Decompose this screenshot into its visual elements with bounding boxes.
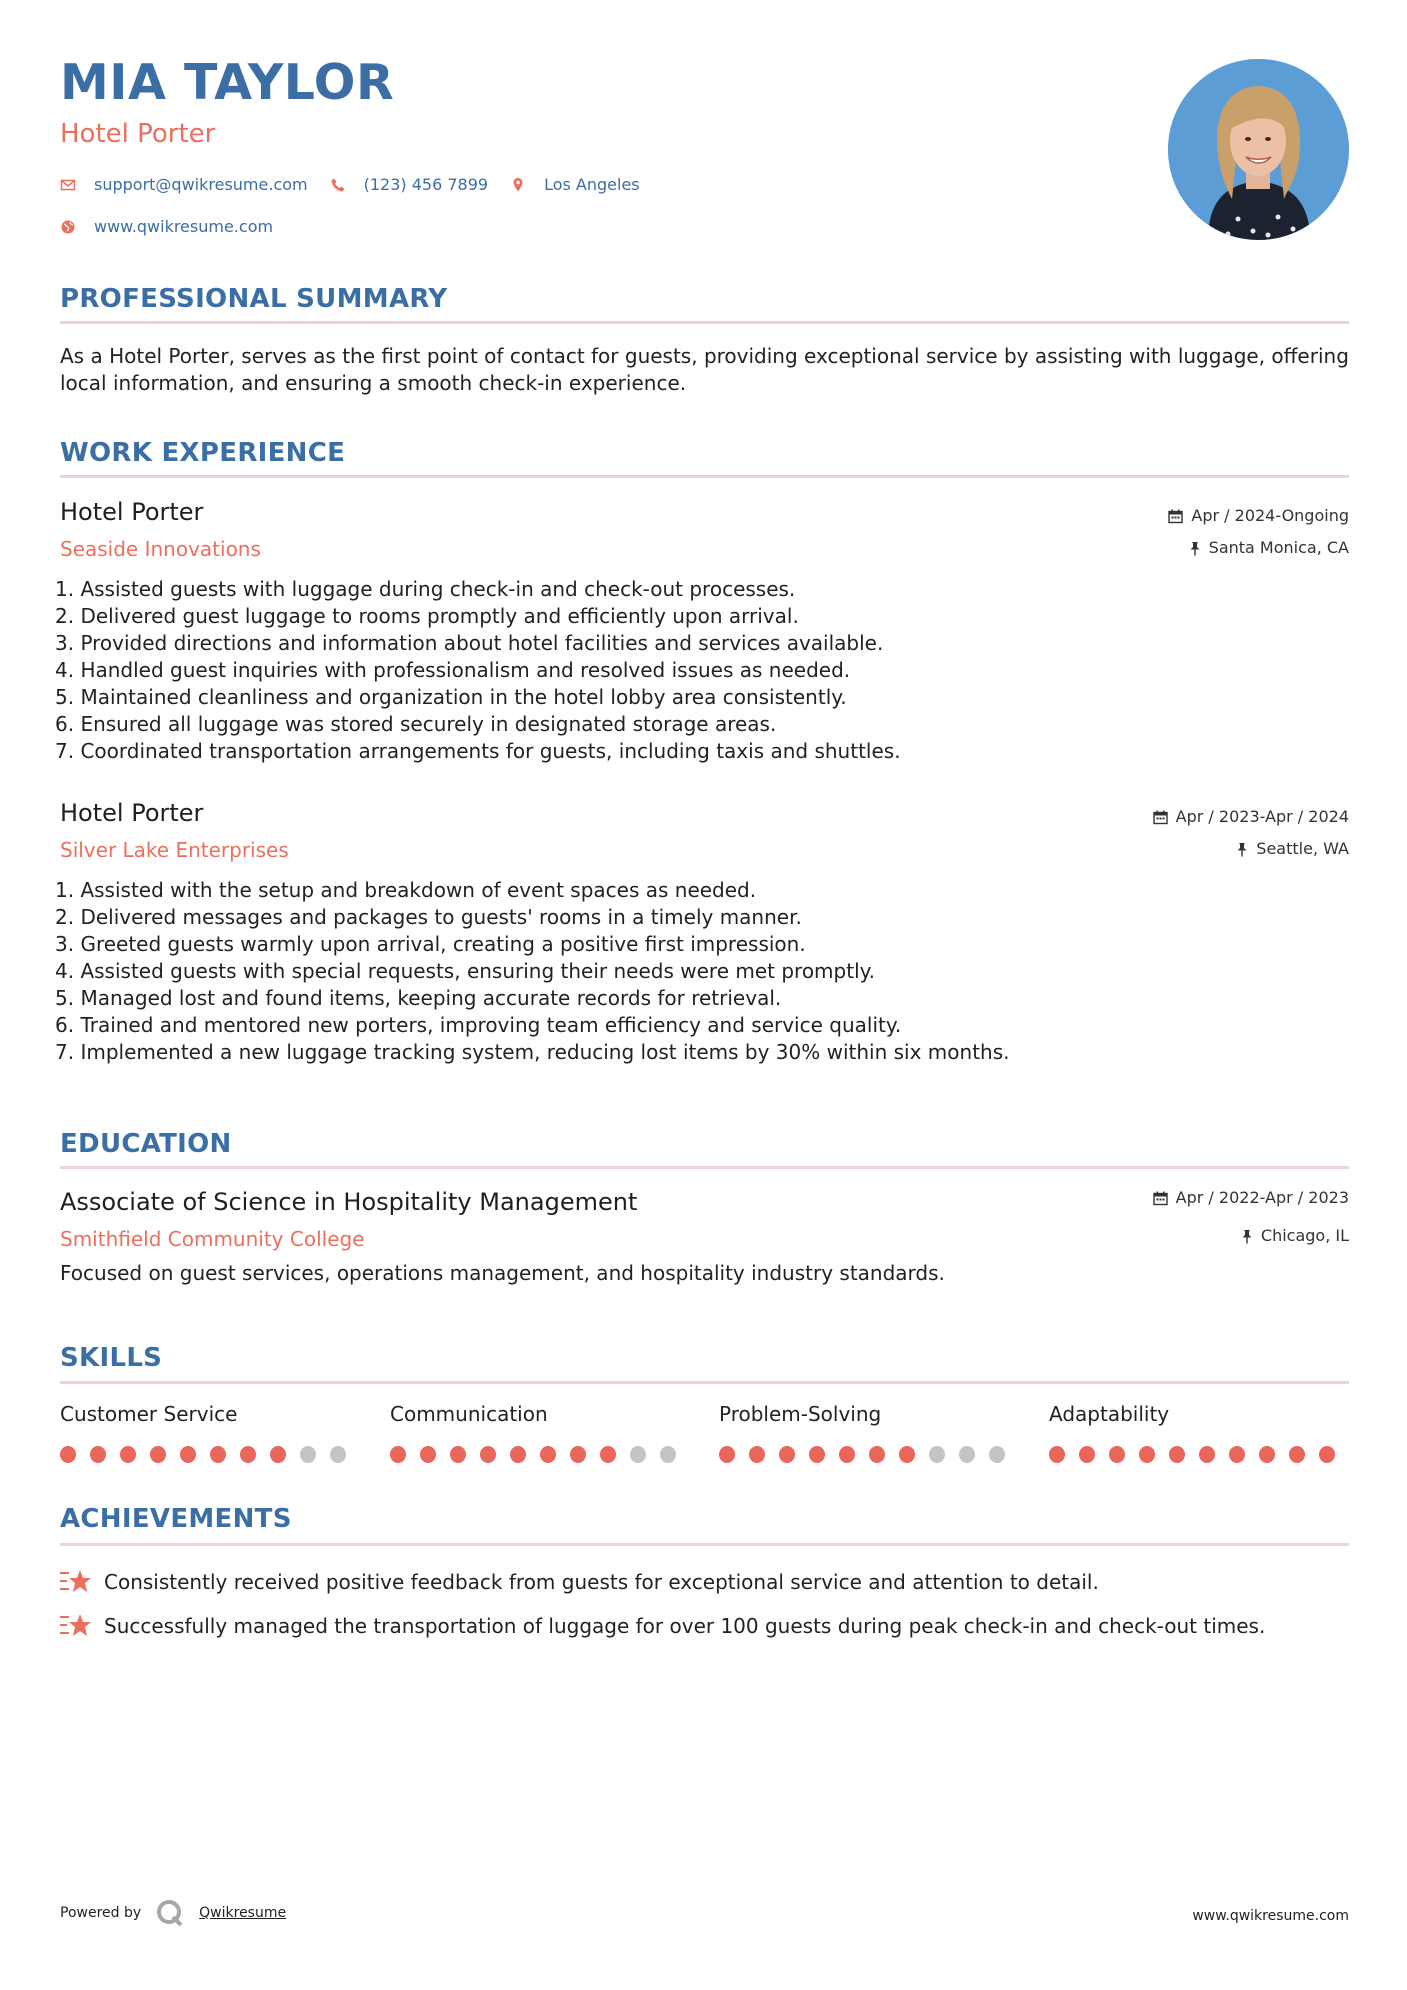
contact-row-2 [60,217,295,236]
calendar-icon [1153,810,1168,825]
website-link[interactable]: www.qwikresume.com [94,217,274,236]
job-company: Seaside Innovations [60,537,261,561]
rating-dot-empty [660,1446,676,1463]
rating-dot-filled [240,1446,256,1463]
envelope-icon [60,177,76,193]
portrait-illustration [1168,59,1349,240]
school-name: Smithfield Community College [60,1227,365,1251]
education-divider [60,1166,1349,1169]
skill-problem-solving [719,1404,1019,1463]
job-company: Silver Lake Enterprises [60,838,289,862]
achievements-heading: ACHIEVEMENTS [60,1504,292,1534]
education-location [1241,1228,1349,1244]
skill-customer-service [60,1404,360,1463]
skill-label: Customer Service [60,1402,238,1426]
skill-label: Adaptability [1049,1402,1170,1426]
list-item: 6. Ensured all luggage was stored securely in designated storage areas. [55,712,777,736]
list-item: 1. Assisted with the setup and breakdown of event spaces as needed. [55,878,757,902]
rating-dot-filled [600,1446,616,1463]
list-item: 7. Coordinated transportation arrangements for guests, including taxis and shuttles. [55,739,901,763]
rating-dot-filled [1289,1446,1305,1463]
calendar-icon [1153,1191,1168,1206]
job-title: Hotel Porter [60,799,204,827]
pushpin-icon [1241,1229,1253,1244]
achievement-text: Successfully managed the transportation of luggage for over 100 guests during peak check-in and check-out times. [104,1614,1266,1638]
job-location-text: Seattle, WA [1256,839,1349,858]
education-location-text: Chicago, IL [1260,1226,1349,1245]
achievements-divider [60,1543,1349,1546]
calendar-icon [1168,509,1183,524]
list-item: 5. Maintained cleanliness and organization in the hotel lobby area consistently. [55,685,847,709]
location-text: Los Angeles [544,175,640,194]
rating-dot-empty [989,1446,1005,1463]
rating-dot-filled [749,1446,765,1463]
footer-url[interactable]: www.qwikresume.com [1192,1908,1349,1924]
job-dates-text: Apr / 2023-Apr / 2024 [1175,807,1349,826]
summary-divider [60,321,1349,324]
achievement-item [60,1567,1099,1597]
job-title: Hotel Porter [60,498,204,526]
rating-dot-filled [1049,1446,1065,1463]
list-item: 2. Delivered guest luggage to rooms promptly and efficiently upon arrival. [55,604,799,628]
skill-rating [719,1446,1019,1463]
candidate-title: Hotel Porter [60,119,216,149]
rating-dot-filled [60,1446,76,1463]
experience-divider [60,475,1349,478]
rating-dot-filled [719,1446,735,1463]
contact-row-1 [60,175,662,194]
skill-rating [1049,1446,1349,1463]
contact-phone [330,175,488,194]
rating-dot-empty [929,1446,945,1463]
skills-divider [60,1381,1349,1384]
rating-dot-filled [899,1446,915,1463]
phone-icon [330,177,346,193]
footer-powered-by [60,1898,286,1928]
job-bullets [55,877,1345,1066]
job-location-text: Santa Monica, CA [1208,538,1349,557]
job-location [1236,841,1349,857]
list-item: 3. Provided directions and information about hotel facilities and services available. [55,631,884,655]
contact-website[interactable] [60,217,273,236]
skills-heading: SKILLS [60,1343,163,1373]
qwikresume-logo-icon [155,1898,185,1928]
list-item: 4. Handled guest inquiries with professionalism and resolved issues as needed. [55,658,851,682]
rating-dot-filled [1079,1446,1095,1463]
education-dates [1153,1190,1349,1206]
rating-dot-filled [540,1446,556,1463]
rating-dot-filled [90,1446,106,1463]
list-item: 5. Managed lost and found items, keeping accurate records for retrieval. [55,986,782,1010]
pushpin-icon [1236,842,1248,857]
shooting-star-icon [60,1611,92,1641]
rating-dot-filled [180,1446,196,1463]
list-item: 1. Assisted guests with luggage during check-in and check-out processes. [55,577,796,601]
list-item: 7. Implemented a new luggage tracking system, reducing lost items by 30% within six months. [55,1040,1010,1064]
map-pin-icon [510,177,526,193]
rating-dot-empty [959,1446,975,1463]
summary-text: As a Hotel Porter, serves as the first point of contact for guests, providing exceptional service by assisting with luggage, offering local information, and ensuring a smooth check-in experience. [60,344,1349,395]
rating-dot-filled [1229,1446,1245,1463]
rating-dot-filled [839,1446,855,1463]
powered-by-label: Powered by [60,1905,142,1921]
rating-dot-filled [1139,1446,1155,1463]
skill-rating [60,1446,360,1463]
rating-dot-filled [270,1446,286,1463]
pushpin-icon [1189,541,1201,556]
list-item: 2. Delivered messages and packages to guests' rooms in a timely manner. [55,905,802,929]
skill-communication [390,1404,690,1463]
rating-dot-filled [1109,1446,1125,1463]
summary-heading: PROFESSIONAL SUMMARY [60,284,448,314]
rating-dot-filled [150,1446,166,1463]
rating-dot-filled [570,1446,586,1463]
job-dates [1153,809,1349,825]
skill-rating [390,1446,690,1463]
candidate-name: MIA TAYLOR [60,54,395,111]
achievement-text: Consistently received positive feedback from guests for exceptional service and attention to detail. [104,1570,1099,1594]
job-dates [1168,508,1349,524]
rating-dot-filled [120,1446,136,1463]
rating-dot-filled [210,1446,226,1463]
list-item: 6. Trained and mentored new porters, improving team efficiency and service quality. [55,1013,902,1037]
rating-dot-filled [1199,1446,1215,1463]
job-bullets [55,576,1345,765]
job-location [1189,540,1349,556]
qwikresume-link[interactable]: Qwikresume [199,1905,287,1921]
degree-title: Associate of Science in Hospitality Management [60,1188,638,1216]
rating-dot-filled [510,1446,526,1463]
achievement-item [60,1611,1265,1641]
rating-dot-filled [809,1446,825,1463]
experience-heading: WORK EXPERIENCE [60,438,346,468]
job-dates-text: Apr / 2024-Ongoing [1191,506,1349,525]
rating-dot-filled [450,1446,466,1463]
rating-dot-filled [1259,1446,1275,1463]
skill-adaptability [1049,1404,1349,1463]
rating-dot-filled [1319,1446,1335,1463]
rating-dot-empty [630,1446,646,1463]
rating-dot-filled [779,1446,795,1463]
profile-photo [1168,59,1349,240]
rating-dot-empty [300,1446,316,1463]
skill-label: Problem-Solving [719,1402,882,1426]
rating-dot-filled [390,1446,406,1463]
globe-icon [60,219,76,235]
contact-location [510,175,640,194]
rating-dot-filled [1169,1446,1185,1463]
rating-dot-empty [330,1446,346,1463]
rating-dot-filled [869,1446,885,1463]
education-description: Focused on guest services, operations management, and hospitality industry standards. [60,1261,945,1285]
contact-email[interactable] [60,175,308,194]
phone-text: (123) 456 7899 [363,175,489,194]
skill-label: Communication [390,1402,548,1426]
list-item: 4. Assisted guests with special requests, ensuring their needs were met promptly. [55,959,875,983]
email-link[interactable]: support@qwikresume.com [94,175,308,194]
list-item: 3. Greeted guests warmly upon arrival, creating a positive first impression. [55,932,806,956]
rating-dot-filled [480,1446,496,1463]
rating-dot-filled [420,1446,436,1463]
education-dates-text: Apr / 2022-Apr / 2023 [1175,1188,1349,1207]
education-heading: EDUCATION [60,1129,232,1159]
shooting-star-icon [60,1567,92,1597]
